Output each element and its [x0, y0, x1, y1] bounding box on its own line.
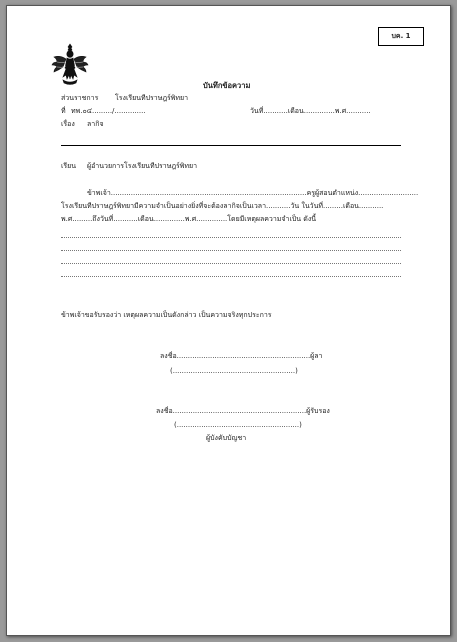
date-field: วันที่...........เดือน..............พ.ศ........... — [250, 107, 371, 115]
document-page — [6, 5, 451, 636]
applicant-sign-line: ลงชื่อ............................................................ผู้ลา — [160, 352, 323, 360]
reason-line-4 — [61, 276, 401, 277]
memo-title: บันทึกข้อความ — [203, 81, 251, 90]
certifier-name-line: (.......................................................) — [174, 421, 302, 429]
form-code-badge: บค. 1 — [378, 27, 424, 46]
subject-value: ลากิจ — [87, 120, 104, 128]
reason-line-2 — [61, 250, 401, 251]
subject-label: เรื่อง — [61, 120, 75, 128]
body-line-3: พ.ศ.........ถึงวันที่...........เดือน..............พ.ศ..............โดยมีเหตุผลความจำเป็น ดังนี้ — [61, 215, 317, 223]
certify-statement: ข้าพเจ้าขอรับรองว่า เหตุผลความเป็นดังกล่าว เป็นความจริงทุกประการ — [61, 311, 272, 319]
certifier-position: ผู้บังคับบัญชา — [206, 434, 247, 442]
ref-label: ที่ — [61, 107, 66, 115]
reason-line-3 — [61, 263, 401, 264]
applicant-name-line: (.......................................................) — [170, 367, 298, 375]
salutation-value: ผู้อำนวยการโรงเรียนทีปราษฎร์พิทยา — [87, 162, 198, 170]
garuda-emblem-icon — [51, 42, 89, 88]
agency-value: โรงเรียนทีปราษฎร์พิทยา — [115, 94, 189, 102]
salutation-label: เรียน — [61, 162, 77, 170]
ref-value: ทพ.๐๔........./.............. — [71, 107, 146, 115]
agency-label: ส่วนราชการ — [61, 94, 99, 102]
body-line-2: โรงเรียนทีปราษฎร์พิทยามีความจำเป็นอย่างยิ่งที่จะต้องลากิจเป็นเวลา...........วัน ในวันที่.........เดือน........... — [61, 202, 384, 210]
header-divider — [61, 145, 401, 146]
body-line-1: ข้าพเจ้า........................................................................................ครูผู้สอนตำแหน่ง........................... — [87, 189, 419, 197]
reason-line-1 — [61, 237, 401, 238]
certifier-sign-line: ลงชื่อ............................................................ผู้รับรอง — [156, 407, 330, 415]
